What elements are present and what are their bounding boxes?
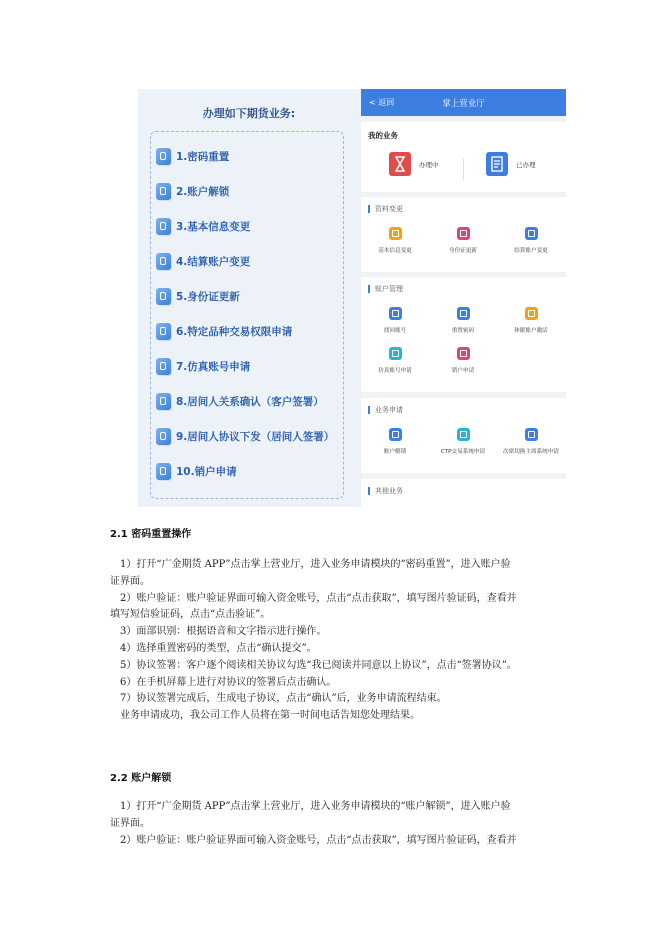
phone-title: 掌上营业厅 — [442, 99, 485, 109]
business-item-label: 2.账户解锁 — [176, 185, 230, 198]
service-icon — [389, 428, 402, 441]
section-card — [361, 398, 566, 473]
business-item-label: 3.基本信息变更 — [176, 220, 251, 233]
paragraph-line: 证界面。 — [110, 817, 150, 829]
section-card — [361, 197, 566, 272]
service-item[interactable] — [429, 347, 497, 374]
business-item — [156, 286, 240, 306]
section-2-2-heading: 2.2 账户解锁 — [110, 773, 172, 784]
paragraph-line: 3）面部识别：根据语音和文字指示进行操作。 — [120, 626, 327, 638]
section-title: 账户管理 — [368, 285, 403, 293]
business-item-label: 8.居间人关系确认（客户签署） — [176, 395, 324, 408]
service-item[interactable] — [429, 307, 497, 334]
divider — [463, 158, 464, 180]
section-2-1-heading: 2.1 密码重置操作 — [110, 529, 192, 540]
business-item-icon — [156, 148, 171, 165]
service-icon — [525, 428, 538, 441]
service-label: 账户解锁 — [383, 449, 407, 455]
service-item[interactable] — [497, 428, 565, 455]
service-icon — [457, 428, 470, 441]
phone-screen — [361, 89, 566, 507]
service-label: 基本信息变更 — [378, 248, 412, 254]
section-card — [361, 479, 566, 507]
service-label: 重置密码 — [451, 328, 475, 334]
business-item — [156, 321, 292, 341]
paragraph-line: 6）在手机屏幕上进行对协议的签署后点击确认。 — [120, 676, 337, 688]
my-business-card — [361, 122, 566, 192]
business-item-icon — [156, 253, 171, 270]
business-item — [156, 251, 250, 271]
my-business-title: 我的业务 — [368, 131, 398, 140]
business-item-label: 1.密码重置 — [176, 150, 230, 163]
paragraph-line: 填写短信验证码，点击“点击验证”。 — [110, 609, 271, 621]
business-item-label: 6.特定品种交易权限申请 — [176, 325, 293, 338]
business-item — [156, 216, 250, 236]
paragraph-line: 7）协议签署完成后，生成电子协议，点击“确认”后，业务申请流程结束。 — [120, 693, 447, 705]
service-icon — [457, 307, 470, 320]
business-figure — [138, 89, 566, 507]
business-item-label: 10.销户申请 — [176, 465, 237, 478]
service-label: 结算账户变更 — [514, 248, 548, 254]
business-item-label: 9.居间人协议下发（居间人签署） — [176, 430, 335, 443]
section-title: 业务申请 — [368, 406, 403, 414]
business-list-title: 办理如下期货业务: — [202, 107, 296, 120]
paragraph-line: 证界面。 — [110, 575, 150, 587]
business-item — [156, 391, 324, 411]
business-item-icon — [156, 323, 171, 340]
business-item-icon — [156, 288, 171, 305]
service-item[interactable] — [361, 428, 429, 455]
service-icon — [457, 227, 470, 240]
service-item[interactable] — [429, 428, 497, 455]
business-item — [156, 146, 229, 166]
business-item-icon — [156, 428, 171, 445]
paragraph-line: 1）打开“广金期货 APP”点击掌上营业厅，进入业务申请模块的“密码重置”，进入账户验 — [120, 559, 511, 570]
service-icon — [389, 307, 402, 320]
service-item[interactable] — [497, 227, 565, 254]
document-icon[interactable] — [486, 152, 508, 176]
paragraph-line: 2）账户验证：账户验证界面可输入资金账号，点击“点击获取”，填写图片验证码，查看并 — [120, 834, 517, 846]
business-item-label: 7.仿真账号申请 — [176, 360, 251, 373]
business-item-icon — [156, 358, 171, 375]
business-item-label: 5.身份证更新 — [176, 290, 240, 303]
business-item-icon — [156, 463, 171, 480]
service-item[interactable] — [497, 307, 565, 334]
service-item[interactable] — [361, 347, 429, 374]
service-label: 仿真账号申请 — [378, 368, 412, 374]
business-item — [156, 181, 229, 201]
business-item-label: 4.结算账户变更 — [176, 255, 251, 268]
paragraph-line: 2）账户验证：账户验证界面可输入资金账号，点击“点击获取”，填写图片验证码，查看并 — [120, 592, 517, 604]
service-icon — [525, 307, 538, 320]
business-item — [156, 461, 237, 481]
service-icon — [457, 347, 470, 360]
paragraph-line: 5）协议签署：客户逐个阅读相关协议勾选“我已阅读并同意以上协议”，点击“签署协议”。 — [120, 659, 517, 671]
paragraph-line: 4）选择重置密码的类型，点击“确认提交”。 — [120, 643, 317, 654]
service-label: 找回账号 — [383, 328, 407, 334]
service-icon — [389, 227, 402, 240]
back-button[interactable]: < 返回 — [369, 98, 395, 107]
business-item — [156, 356, 250, 376]
service-icon — [525, 227, 538, 240]
paragraph-line: 业务申请成功，我公司工作人员将在第一时间电话告知您处理结果。 — [120, 710, 420, 722]
paragraph-line: 1）打开“广金期货 APP”点击掌上营业厅，进入业务申请模块的“账户解锁”，进入账户验 — [120, 801, 511, 812]
service-item[interactable] — [429, 227, 497, 254]
phone-topbar — [361, 89, 566, 116]
business-item — [156, 426, 334, 446]
service-label: 休眠账户激活 — [514, 328, 548, 334]
in-progress-label[interactable]: 办理中 — [419, 161, 439, 169]
service-label: CTP交易系统申请 — [440, 449, 486, 455]
section-title: 其他业务 — [368, 487, 403, 495]
done-label[interactable]: 已办理 — [516, 161, 536, 169]
business-list-panel — [138, 89, 360, 507]
service-item[interactable] — [361, 307, 429, 334]
service-label: 次席切换主席系统申请 — [503, 449, 559, 455]
hourglass-icon[interactable] — [389, 152, 411, 176]
section-title: 资料变更 — [368, 205, 403, 213]
service-icon — [389, 347, 402, 360]
service-item[interactable] — [361, 227, 429, 254]
business-item-icon — [156, 393, 171, 410]
business-item-icon — [156, 183, 171, 200]
business-item-icon — [156, 218, 171, 235]
service-label: 身份证更新 — [449, 248, 477, 254]
section-card — [361, 277, 566, 392]
service-label: 销户申请 — [451, 368, 475, 374]
